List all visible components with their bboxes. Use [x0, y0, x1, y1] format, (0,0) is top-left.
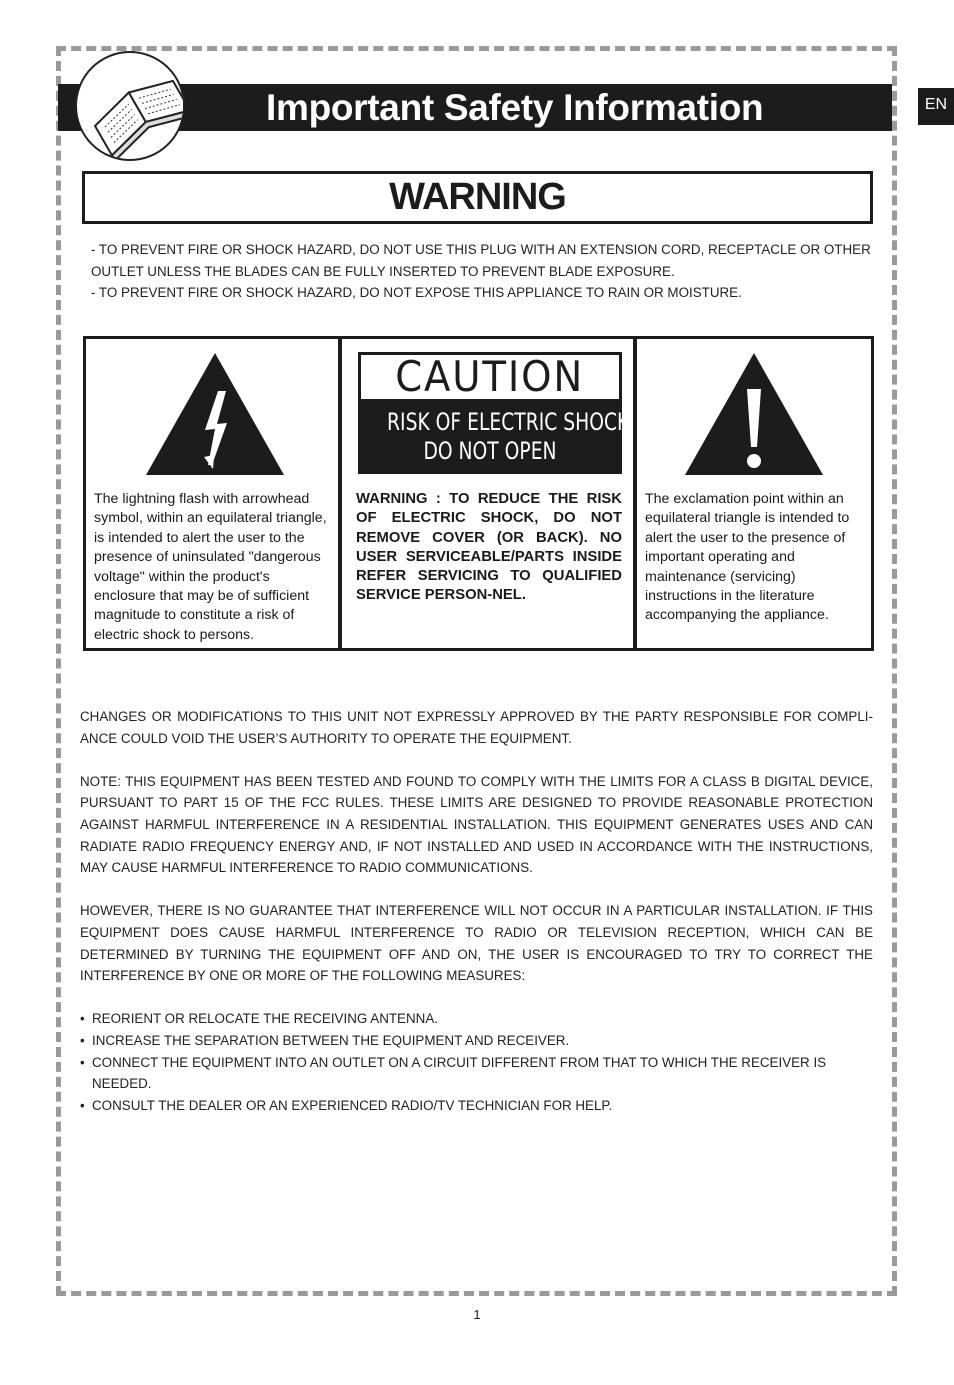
warning-line-2: - TO PREVENT FIRE OR SHOCK HAZARD, DO NOT EXPOSE THIS APPLIANCE TO RAIN OR MOISTURE. [91, 285, 742, 300]
warning-heading-box [82, 171, 873, 224]
exclamation-description: The exclamation point within an equilateral triangle is intended to alert the user to the presence of important operating and maintenance (servicing) instructions in the literature accompanying the appliance. [645, 491, 850, 624]
list-item: • CONNECT THE EQUIPMENT INTO AN OUTLET ON A CIRCUIT DIFFERENT FROM THAT TO WHICH THE RECEIVER IS NEEDED. [80, 1052, 873, 1095]
caution-line-2: DO NOT OPEN [423, 437, 557, 465]
lightning-description: The lightning flash with arrowhead symbol, within an equilateral triangle, is intended to alert the user to the presence of uninsulated "dangerous voltage" within the product's enclosure that may be of sufficient magnitude to constitute a risk of electric shock to persons. [94, 491, 327, 643]
caution-line-1: RISK OF ELECTRIC SHOCK [387, 408, 630, 436]
however-paragraph: HOWEVER, THERE IS NO GUARANTEE THAT INTERFERENCE WILL NOT OCCUR IN A PARTICULAR INSTALLATION. IF THIS EQUIPMENT DOES CAUSE HARMFUL INTERFERENCE TO RADIO OR TELEVISION RECEPTION, WHICH CAN BE DETERMINED BY TURNING THE EQUIPMENT OFF AND ON, THE USER IS ENCOURAGED TO TRY TO CORRECT THE INTERFERENCE BY ONE OR MORE OF THE FOLLOWING MEASURES: [80, 903, 873, 984]
lightning-triangle-icon [144, 351, 286, 477]
language-tab[interactable]: EN [918, 88, 954, 125]
list-item: • REORIENT OR RELOCATE THE RECEIVING ANTENNA. [80, 1008, 873, 1030]
warning-text [91, 239, 871, 304]
changes-paragraph: CHANGES OR MODIFICATIONS TO THIS UNIT NOT EXPRESSLY APPROVED BY THE PARTY RESPONSIBLE FOR COMPLI-ANCE COULD VOID THE USER’S AUTHORITY TO OPERATE THE EQUIPMENT. [80, 709, 873, 746]
warning-heading: WARNING [389, 176, 566, 218]
measures-list [80, 1008, 873, 1116]
list-item: • INCREASE THE SEPARATION BETWEEN THE EQUIPMENT AND RECEIVER. [80, 1030, 873, 1052]
caution-title: CAUTION [395, 352, 585, 401]
fcc-notice [80, 706, 873, 1116]
note-paragraph: NOTE: THIS EQUIPMENT HAS BEEN TESTED AND FOUND TO COMPLY WITH THE LIMITS FOR A CLASS B DIGITAL DEVICE, PURSUANT TO PART 15 OF THE FCC RULES. THESE LIMITS ARE DESIGNED TO PROVIDE REASONABLE PROTECTION AGAINST HARMFUL INTERFERENCE IN A RESIDENTIAL INSTALLATION. THIS EQUIPMENT GENERATES USES AND CAN RADIATE RADIO FREQUENCY ENERGY AND, IF NOT INSTALLED AND USED IN ACCORDANCE WITH THE INSTRUCTIONS, MAY CAUSE HARMFUL INTERFERENCE TO RADIO COMMUNICATIONS. [80, 773, 873, 876]
book-icon [75, 51, 185, 161]
column-divider [633, 339, 637, 648]
page-number: 1 [473, 1307, 481, 1322]
list-item: • CONSULT THE DEALER OR AN EXPERIENCED RADIO/TV TECHNICIAN FOR HELP. [80, 1095, 873, 1117]
exclamation-triangle-icon [683, 351, 825, 477]
safety-symbols-table [83, 336, 874, 651]
caution-label [358, 352, 630, 474]
page-title: Important Safety Information [266, 87, 764, 128]
warning-line-1: - TO PREVENT FIRE OR SHOCK HAZARD, DO NOT USE THIS PLUG WITH AN EXTENSION CORD, RECEPTACLE OR OTHER OUTLET UNLESS THE BLADES CAN BE FULLY INSERTED TO PREVENT BLADE EXPOSURE. [91, 242, 871, 279]
caution-warning-text: WARNING : TO REDUCE THE RISK OF ELECTRIC SHOCK, DO NOT REMOVE COVER (OR BACK). NO USER SERVICEABLE/PARTS INSIDE REFER SERVICING TO QUALIFIED SERVICE PERSON-NEL. [356, 491, 622, 604]
column-divider [338, 339, 342, 648]
